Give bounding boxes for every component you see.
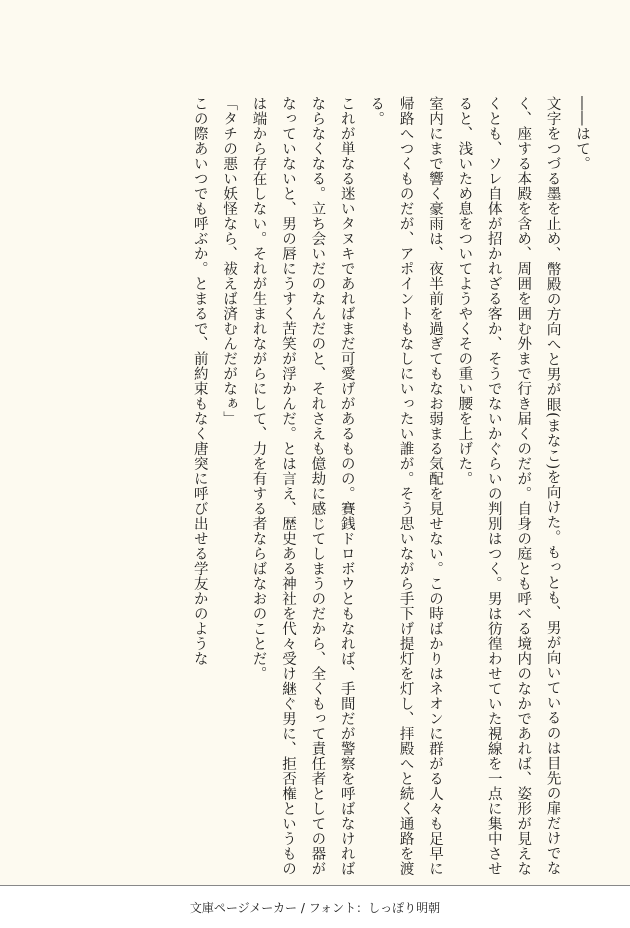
paragraph: 文字をつづる墨を止め、幣殿の方向へと男が眼(まなこ)を向けた。もっとも、男が向いているのは目先の扉だけでなく、座する本殿を含め、周囲を囲む外まで行き届くのだが。自身の庭とも呼べる境内のなかであれば、姿形が見えなくとも、ソレ自体が招かれざる客か、そうでないかぐらいの判別はつく。男は彷徨わせていた視線を一点に集中させると、浅いため息をついてようやくその重い腰を上げた。 xyxy=(456,96,561,876)
paragraph: 室内にまで響く豪雨は、夜半前を過ぎてもなお弱まる気配を見せない。この時ばかりはネオンに群がる人々も足早に帰路へつくものだが、アポイントもなしにいったい誰が。そう思いながら手下げ提灯を灯し、拝殿へと続く通路を渡る。 xyxy=(368,96,443,876)
paragraph: この際あいつでも呼ぶか。とまるで、前約束もなく唐突に呼び出せる学友かのような xyxy=(191,96,208,666)
footer-credit: 文庫ページメーカー / フォント：しっぽり明朝 xyxy=(189,900,441,915)
vertical-text-body xyxy=(36,96,596,876)
paragraph: これが単なる迷いタヌキであればまだ可愛げがあるものの。賽銭ドロボウともなれば、手間だが警察を呼ばなければならなくなる。立ち会いだのなんだのと、それさえも億劫に感じてしまうのだから、全くもって責任者としての器がなっていないと、男の唇にうすく苦笑が浮かんだ。とは言え、歴史ある神社を代々受け継ぐ男に、拒否権というものは端から存在しない。それが生まれながらにして、力を有する者ならばなおのことだ。 xyxy=(250,96,355,876)
paragraph: ――はて。 xyxy=(574,96,590,171)
paragraph: 「タチの悪い妖怪なら、祓えば済むんだがなぁ」 xyxy=(221,96,238,426)
